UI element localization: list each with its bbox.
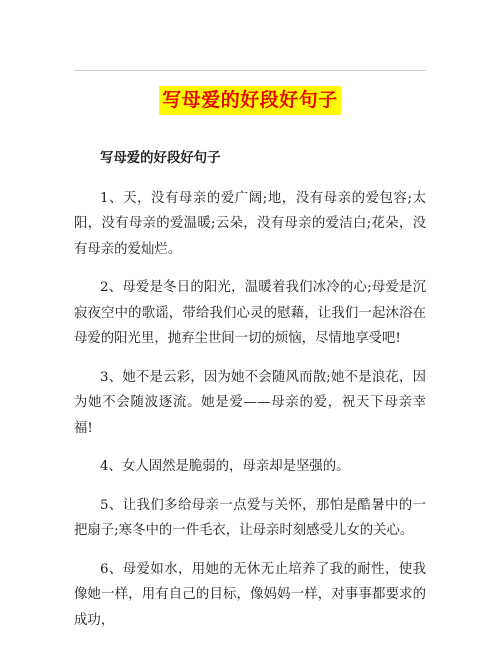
paragraph-4: 4、女人固然是脆弱的，母亲却是坚强的。 — [100, 459, 350, 474]
paragraph-5: 5、让我们多给母亲一点爱与关怀，那怕是酷暑中的一把扇子;寒冬中的一件毛衣，让母亲时刻感受儿女的关心。 — [74, 497, 426, 538]
paragraph-6: 6、母爱如水，用她的无休无止培养了我的耐性，使我像她一样，用有自己的目标，像妈妈一样，对事事都要求的成功， — [74, 561, 426, 628]
document-body — [74, 146, 426, 646]
section-heading: 写母爱的好段好句子 — [100, 150, 221, 166]
paragraph-1: 1、天，没有母亲的爱广阔;地，没有母亲的爱包容;太阳，没有母亲的爱温暖;云朵，没有母亲的爱洁白;花朵，没有母亲的爱灿烂。 — [74, 190, 426, 257]
paragraph-3: 3、她不是云彩，因为她不会随风而散;她不是浪花，因为她不会随波逐流。她是爱——母亲的爱，祝天下母亲幸福! — [74, 369, 426, 436]
header-divider — [74, 70, 426, 71]
title-container — [0, 86, 500, 115]
paragraph-2: 2、母爱是冬日的阳光，温暖着我们冰冷的心;母爱是沉寂夜空中的歌谣，带给我们心灵的慰藉，让我们一起沐浴在母爱的阳光里，抛弃尘世间一切的烦恼，尽情地享受吧! — [74, 280, 426, 346]
document-title: 写母爱的好段好句子 — [159, 86, 341, 115]
